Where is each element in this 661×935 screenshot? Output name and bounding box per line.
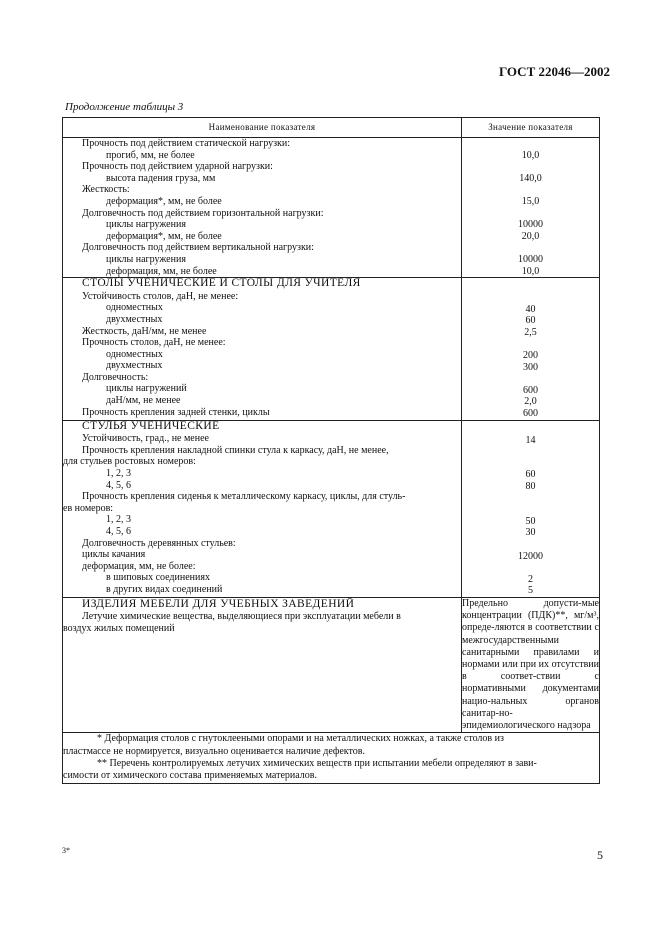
- indicator-label: двухместных: [106, 360, 163, 372]
- indicator-value: [462, 242, 599, 254]
- footnotes-row: [63, 733, 600, 784]
- indicator-label: Жесткость, даН/мм, не менее: [82, 325, 207, 337]
- indicator-label: Прочность крепления накладной спинки стула к каркасу, даН, не менее,: [82, 444, 389, 456]
- title-spacer: [462, 421, 599, 435]
- indicator-label: деформация*, мм, не более: [106, 230, 222, 242]
- indicator-label: Устойчивость столов, даН, не менее:: [82, 290, 239, 302]
- indicator-label: Долговечность под действием вертикальной нагрузки:: [82, 242, 314, 254]
- section-title: СТУЛЬЯ УЧЕНИЧЕСКИЕ: [82, 419, 220, 432]
- indicator-value: 10,0: [521, 149, 540, 161]
- indicator-label: даН/мм, не менее: [106, 395, 181, 407]
- indicator-label: в других видах соединений: [106, 583, 223, 595]
- indicator-label: деформация, мм, не более: [106, 265, 217, 277]
- pdk-value-cell: Предельно допусти-мые концентрации (ПДК)**, мг/м³, опреде-ляются в соответствии с межгосударственными санитарными правилами и нормами или при их отсутствии в соответ-ствии с нормативными документами нацио-нальных органов санитар-но-эпидемиологического надзора: [462, 597, 599, 731]
- indicator-label: деформация, мм, не более:: [82, 560, 196, 572]
- indicators-table: [62, 117, 600, 784]
- footnote-2-continuation: симости от химического состава применяемых материалов.: [63, 770, 317, 782]
- indicator-value: 50: [525, 515, 536, 527]
- indicator-label: циклы нагружения: [106, 253, 186, 265]
- page-number: 5: [597, 848, 603, 862]
- table-header-row: [63, 118, 600, 138]
- indicator-value: 2: [528, 573, 533, 585]
- indicator-label: Прочность столов, даН, не менее:: [82, 337, 226, 349]
- section-names-cell: [63, 138, 462, 278]
- indicator-label: 4, 5, 6: [106, 479, 131, 491]
- indicator-label: Прочность под действием статической нагрузки:: [82, 138, 291, 149]
- section-values-cell: [462, 278, 600, 421]
- indicator-value: 10000: [518, 253, 543, 265]
- indicator-value: 10000: [518, 219, 543, 231]
- indicator-label: одноместных: [106, 348, 163, 360]
- indicator-value: [462, 373, 599, 385]
- indicator-label: Долговечность:: [82, 371, 149, 383]
- indicator-label: Жесткость:: [82, 184, 130, 196]
- indicator-value: 140,0: [519, 172, 542, 184]
- indicator-label: воздух жилых помещений: [63, 622, 175, 634]
- indicator-value: 10,0: [521, 265, 540, 277]
- indicator-label: Долговечность под действием горизонтальной нагрузки:: [82, 207, 324, 219]
- indicator-label: высота падения груза, мм: [106, 172, 216, 184]
- indicator-value: [462, 292, 599, 304]
- section-names-cell: [63, 420, 462, 597]
- indicator-value: 2,5: [524, 326, 537, 338]
- section-values-cell: [462, 420, 600, 597]
- column-header-name: Наименование показателя: [63, 118, 462, 138]
- indicator-value: [462, 184, 599, 196]
- indicator-value: 30: [525, 527, 536, 539]
- indicator-value: 12000: [518, 550, 543, 562]
- empty-value: [462, 446, 599, 458]
- indicator-value: 300: [523, 361, 538, 373]
- column-header-value: Значение показателя: [462, 118, 600, 138]
- footnote-2: ** Перечень контролируемых летучих химических веществ при испытании мебели определяют в зави-: [97, 758, 537, 770]
- indicator-label: Прочность крепления сиденья к металлическому каркасу, циклы, для стуль-: [82, 491, 406, 503]
- indicator-label: в шиповых соединениях: [106, 572, 210, 584]
- indicator-label: циклы качания: [82, 549, 146, 561]
- indicator-value: 2,0: [524, 396, 537, 408]
- indicator-label: 1, 2, 3: [106, 468, 131, 480]
- footnote-1-continuation: пластмассе не нормируется, визуально оценивается наличие дефектов.: [63, 745, 365, 757]
- indicator-label: прогиб, мм, не более: [106, 149, 195, 161]
- indicator-label: Прочность под действием ударной нагрузки:: [82, 161, 273, 173]
- indicator-value: 40: [525, 303, 536, 315]
- indicator-value: 600: [523, 384, 538, 396]
- indicator-value: 14: [525, 434, 536, 446]
- indicator-value: 60: [525, 469, 536, 481]
- section-title: СТОЛЫ УЧЕНИЧЕСКИЕ И СТОЛЫ ДЛЯ УЧИТЕЛЯ: [82, 277, 361, 290]
- indicator-label: двухместных: [106, 313, 163, 325]
- section-title: ИЗДЕЛИЯ МЕБЕЛИ ДЛЯ УЧЕБНЫХ ЗАВЕДЕНИЙ: [82, 597, 355, 610]
- section-values-cell: [462, 138, 600, 278]
- title-spacer: [462, 278, 599, 292]
- footnotes-cell: [63, 733, 600, 784]
- indicator-label: Устойчивость, град., не менее: [82, 433, 209, 445]
- indicator-value: [462, 208, 599, 220]
- indicator-value: 80: [525, 481, 536, 493]
- empty-value: [462, 493, 599, 505]
- indicator-label: для стульев ростовых номеров:: [63, 456, 196, 468]
- footnote-1: * Деформация столов с гнутоклееными опорами и на металлических ножках, а также столов из: [97, 733, 504, 745]
- indicator-label: одноместных: [106, 302, 163, 314]
- indicator-label: циклы нагружения: [106, 219, 186, 231]
- indicator-value: 5: [528, 585, 533, 597]
- indicator-value: [462, 161, 599, 173]
- indicator-label: ев номеров:: [63, 502, 114, 514]
- indicator-value: 20,0: [521, 230, 540, 242]
- section-student-chairs: [63, 420, 600, 597]
- indicator-value: [462, 138, 599, 150]
- indicator-label: Прочность крепления задней стенки, циклы: [82, 406, 270, 418]
- indicator-label: Долговечность деревянных стульев:: [82, 537, 236, 549]
- indicator-label: 4, 5, 6: [106, 526, 131, 537]
- document-code: ГОСТ 22046—2002: [498, 64, 610, 79]
- empty-value: [462, 504, 599, 516]
- section-names-cell: [63, 278, 462, 421]
- section-names-cell: [63, 597, 462, 732]
- section-strength: [63, 138, 600, 278]
- indicator-label: циклы нагружений: [106, 383, 187, 395]
- indicator-value: 600: [523, 408, 538, 420]
- indicator-value: 200: [523, 350, 538, 362]
- indicator-label: деформация*, мм, не более: [106, 195, 222, 207]
- indicator-label: 1, 2, 3: [106, 514, 131, 526]
- indicator-value: [462, 339, 599, 351]
- table-continuation-caption: Продолжение таблицы 3: [65, 101, 184, 113]
- sheet-mark: 3*: [62, 846, 70, 855]
- empty-value: [462, 458, 599, 470]
- indicator-value: 15,0: [521, 195, 540, 207]
- section-furniture-products: [63, 597, 600, 732]
- section-student-tables: [63, 278, 600, 421]
- indicator-value: [462, 562, 599, 574]
- indicator-value: [462, 539, 599, 551]
- indicator-label: Летучие химические вещества, выделяющиеся при эксплуатации мебели в: [82, 610, 401, 622]
- indicator-value: 60: [525, 315, 536, 327]
